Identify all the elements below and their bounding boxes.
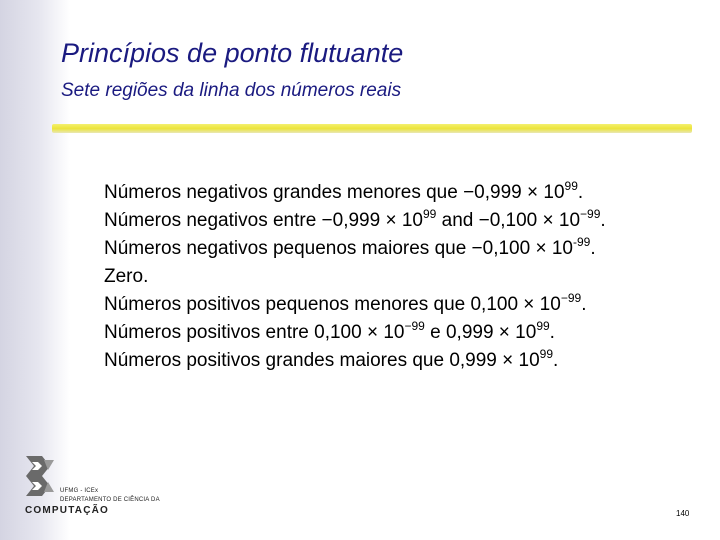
logo-text-department: DEPARTAMENTO DE CIÊNCIA DA [60,497,160,503]
logo-text-ufmg: UFMG - ICEx [60,488,99,494]
list-item: Números positivos entre $0,100 \times 10^{-99}$ e $0,999 \times 10^{99}$. [104,319,555,343]
title-divider [52,124,692,133]
list-item: Números negativos entre $-0,999 \times 10^{99}$ and $-0,100 \times 10^{-99}$. [104,207,606,231]
slide-title: Princípios de ponto flutuante [61,38,404,68]
list-item: Números positivos grandes maiores que $0,999 \times 10^{99}$. [104,347,559,371]
regions-list [104,179,606,375]
list-item: Números negativos grandes menores que $-0,999 \times 10^{99}$. [104,179,584,203]
list-item: Números positivos pequenos menores que $0,100 \times 10^{-99}$. [104,291,587,315]
list-item: Números negativos pequenos maiores que $-0,100 \times 10^{-99}$. [104,235,596,259]
slide-subtitle: Sete regiões da linha dos números reais [61,80,402,101]
list-item: Zero. [104,266,149,287]
logo-text-computacao: COMPUTAÇÃO [25,505,110,516]
page-number: 140 [676,509,690,518]
